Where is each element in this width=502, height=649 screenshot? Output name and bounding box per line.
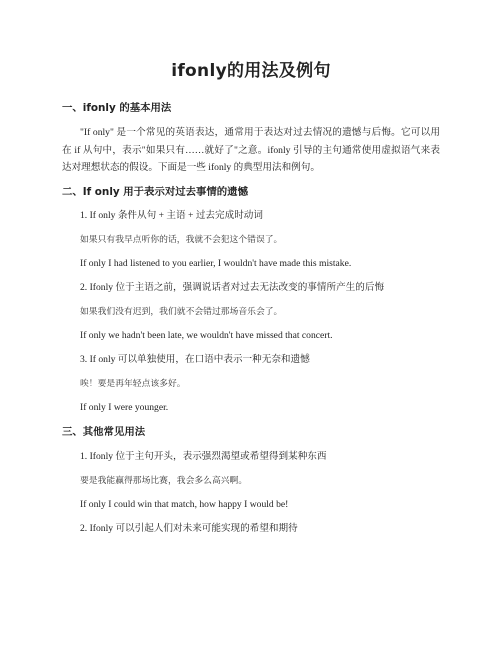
section-heading-other-usage: 三、其他常见用法 bbox=[62, 425, 146, 438]
rule-item: 1. Ifonly 位于主句开头，表示强烈渴望或希望得到某种东西 bbox=[80, 450, 327, 462]
example-chinese: 如果我们没有迟到，我们就不会错过那场音乐会了。 bbox=[80, 306, 283, 317]
example-english: If only we hadn't been late, we wouldn't have missed that concert. bbox=[80, 329, 333, 341]
example-english: If only I were younger. bbox=[80, 401, 169, 413]
document-title: ifonly的用法及例句 bbox=[171, 61, 331, 81]
example-chinese: 要是我能赢得那场比赛，我会多么高兴啊。 bbox=[80, 475, 248, 486]
example-chinese: 唉！要是再年轻点该多好。 bbox=[80, 378, 186, 389]
example-english: If only I could win that match, how happy I would be! bbox=[80, 498, 289, 510]
example-chinese: 如果只有我早点听你的话，我就不会犯这个错误了。 bbox=[80, 234, 283, 245]
example-english: If only I had listened to you earlier, I wouldn't have made this mistake. bbox=[80, 257, 352, 269]
rule-item: 1. If only 条件从句 + 主语 + 过去完成时动词 bbox=[80, 209, 263, 221]
section-heading-past-regret: 二、If only 用于表示对过去事情的遗憾 bbox=[62, 185, 248, 198]
section-paragraph-basic-usage: "If only" 是一个常见的英语表达，通常用于表达对过去情况的遗憾与后悔。它可以用在 if 从句中，表示"如果只有……就好了"之意。ifonly 引导的主句通常使用虚拟语气来表达对理想状态的假设。下面是一些 ifonly 的典型用法和例句。 bbox=[62, 127, 440, 173]
rule-item: 3. If only 可以单独使用，在口语中表示一种无奈和遗憾 bbox=[80, 353, 310, 365]
rule-item: 2. Ifonly 可以引起人们对未来可能实现的希望和期待 bbox=[80, 522, 298, 534]
rule-item: 2. Ifonly 位于主语之前，强调说话者对过去无法改变的事情所产生的后悔 bbox=[80, 281, 385, 293]
section-heading-basic-usage: 一、ifonly 的基本用法 bbox=[62, 102, 172, 114]
